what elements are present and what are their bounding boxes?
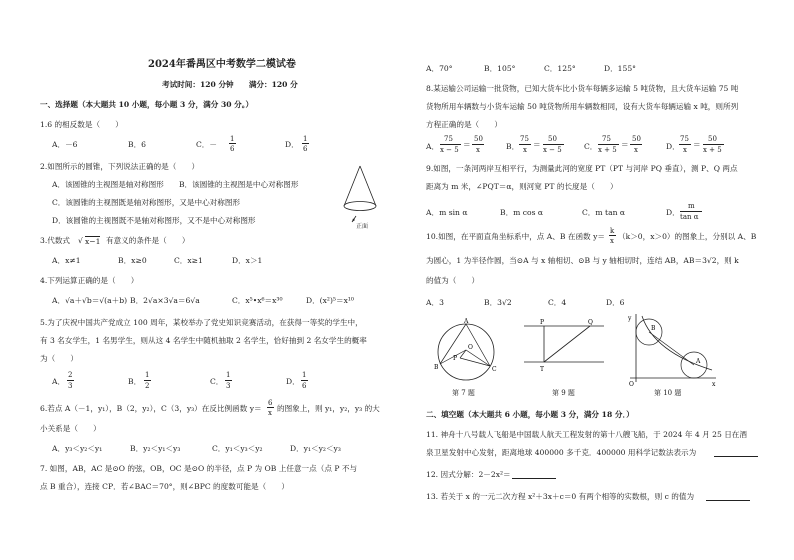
q1-c-num: 1 [230, 135, 235, 143]
q4-stem: 4.下列运算正确的是（ ） [40, 276, 139, 285]
q6-line-2: 小关系是（ ） [40, 424, 101, 433]
q8-b-left-den: x [523, 146, 527, 154]
q1-c-den: 6 [230, 145, 235, 153]
q6-option-d: D．y₁＜y₂＜y₃ [290, 444, 341, 453]
svg-text:Q: Q [588, 319, 593, 326]
svg-text:P: P [453, 355, 458, 362]
q4-option-d: D．(x²)⁵＝x¹⁰ [306, 296, 354, 305]
q1-option-b: B．6 [128, 140, 147, 149]
q10-option-a: A．3 [426, 298, 444, 307]
q8-b-right-den: x − 5 [543, 146, 562, 154]
svg-text:B: B [434, 364, 439, 371]
svg-text:y: y [628, 315, 632, 322]
q8-c-right-den: x [634, 146, 638, 154]
q1-stem: 1.6 的相反数是（ ） [40, 120, 123, 129]
q4-option-c: C．x⁵•x⁶＝x³⁰ [232, 296, 283, 305]
q6-frac-num: 6 [268, 399, 273, 407]
q10-line-1b: （k＞0，x＞0）的图象上，分别以 A、B [618, 232, 757, 241]
figure-10-caption: 第 10 题 [654, 389, 682, 397]
q4-option-b: B．2√a×3√a＝6√a [130, 296, 200, 305]
q9-option-a: A．m sin α [426, 208, 468, 217]
q8-d-right-num: 50 [708, 135, 717, 143]
q8-a-left-num: 75 [444, 135, 453, 143]
q8-d-left-den: x [683, 146, 687, 154]
q8-d-left-num: 75 [680, 135, 689, 143]
q6-frac-den: x [268, 409, 272, 417]
svg-text:O: O [468, 344, 473, 351]
q2-stem: 2.如图所示的圆锥，下列说法正确的是（ ） [40, 162, 200, 171]
q9-option-c: C．m tan α [582, 208, 626, 217]
q10-option-d: D．6 [606, 298, 625, 307]
q1-option-a: A．－6 [52, 140, 78, 149]
q5-option-a: A． [52, 377, 66, 386]
q7-option-a: A．70° [426, 64, 453, 73]
q8-option-c: C． [584, 142, 598, 151]
q12-answer-blank[interactable] [512, 470, 556, 479]
q8-option-d: D． [666, 142, 680, 151]
q5-option-c: C． [210, 377, 224, 386]
q8-option-b: B． [506, 142, 520, 151]
svg-text:T: T [540, 366, 545, 373]
q3-option-a: A．x≠1 [52, 256, 81, 265]
q12-stem: 12. 因式分解：2－2x²＝ [426, 470, 511, 479]
q5-option-d: D． [286, 377, 300, 386]
q10-line-2: 为圆心，1 为半径作圆，当⊙A 与 x 轴相切、⊙B 与 y 轴相切时，连结 AB，AB＝3√2，则 k [426, 256, 739, 265]
q3-option-b: B．x≥0 [118, 256, 147, 265]
q6-line-1a: 6.若点 A（－1，y₁），B（2，y₂），C（3，y₃）在反比例函数 y＝ [40, 404, 262, 413]
q10-line-1a: 10.如图，在平面直角坐标系中，点 A、B 在函数 y＝ [426, 232, 605, 241]
q8-b-left-num: 75 [520, 135, 529, 143]
q2-option-ab: A．该圆锥的主视图是轴对称图形 B．该圆锥的主视图是中心对称图形 [52, 180, 299, 189]
figure-9-caption: 第 9 题 [552, 389, 575, 397]
q10-frac-den: x [610, 237, 614, 245]
q8-line-1: 8.某运输公司运输一批货物，已知大货车比小货车每辆多运输 5 吨货物，且大货车运输 75 吨 [426, 84, 739, 93]
q3-stem-a: 3.代数式 [40, 236, 71, 245]
q8-c-right-num: 50 [632, 135, 641, 143]
q9-d-den: tan α [680, 213, 699, 221]
q10-option-b: B．3√2 [484, 298, 512, 307]
q8-a-right-den: x [476, 146, 480, 154]
q10-line-3: 的值为（ ） [426, 276, 480, 285]
figure-7-caption: 第 7 题 [452, 389, 475, 397]
q1-d-den: 6 [303, 145, 308, 153]
q7-line-2: 点 B 重合），连接 CP．若∠BAC＝70°，则∠BPC 的度数可能是（ ） [40, 482, 289, 491]
q8-line-2: 货物所用车辆数与小货车运输 50 吨货物所用车辆数相同，设有大货车每辆运输 x 吨，则所列 [426, 102, 739, 111]
q8-a-right-num: 50 [474, 135, 483, 143]
page-title: 2024年番禺区中考数学二模试卷 [148, 59, 296, 70]
q9-option-b: B．m cos α [500, 208, 544, 217]
q8-d-eq: ＝ [693, 140, 701, 149]
q5-a-den: 3 [68, 382, 73, 390]
section-1-heading: 一、选择题（本大题共 10 小题，每小题 3 分，满分 30 分。） [40, 100, 254, 109]
q3-option-c: C．x≥1 [174, 256, 203, 265]
q3-option-d: D．x＞1 [232, 256, 263, 265]
svg-text:x: x [712, 381, 716, 388]
q1-option-c: C．－ [196, 140, 217, 149]
q8-c-left-num: 75 [602, 135, 611, 143]
q5-line-1: 5.为了庆祝中国共产党成立 100 周年，某校举办了党史知识竞赛活动，在获得一等奖的学生中， [40, 318, 363, 327]
q5-line-3: 为（ ） [40, 354, 78, 363]
q8-a-eq: ＝ [463, 140, 471, 149]
q3-stem-b: 有意义的条件是（ ） [106, 236, 190, 245]
q7-option-b: B．105° [484, 64, 516, 73]
q5-d-num: 1 [302, 371, 307, 379]
q9-line-2: 距离为 m 米，∠PQT＝α，则河宽 PT 的长度是（ ） [426, 182, 618, 191]
q9-option-d: D． [666, 208, 680, 217]
q7-option-c: C．125° [544, 64, 576, 73]
q10-option-c: C．4 [548, 298, 567, 307]
q9-line-1: 9.如图，一条河两岸互相平行，为测量此河的宽度 PT（PT 与河岸 PQ 垂直），测 P、Q 两点 [426, 164, 738, 173]
q6-option-b: B．y₂＜y₁＜y₃ [130, 444, 181, 453]
q8-option-a: A． [426, 142, 440, 151]
svg-text:O: O [629, 381, 634, 388]
q8-b-right-num: 50 [548, 135, 557, 143]
q5-c-den: 3 [226, 382, 231, 390]
figure-7 [424, 316, 508, 386]
q1-option-d: D． [285, 140, 299, 149]
q13-stem: 13. 若关于 x 的一元二次方程 x²＋3x＋c＝0 有两个相等的实数根，则 c 的值为 [426, 492, 695, 501]
q5-line-2: 有 3 名女学生，1 名男学生，则从这 4 名学生中随机抽取 2 名学生，恰好抽到 2 名女学生的概率 [40, 336, 367, 345]
q7-line-1: 7. 如图，AB，AC 是⊙O 的弦，OB，OC 是⊙O 的半径，点 P 为 OB 上任意一点（点 P 不与 [40, 464, 358, 473]
svg-text:C: C [492, 366, 497, 373]
q7-option-d: D．155° [604, 64, 636, 73]
svg-text:A: A [464, 318, 469, 325]
q9-d-num: m [688, 202, 695, 210]
q8-a-left-den: x − 5 [440, 146, 459, 154]
q11-line-2: 泉卫星发射中心发射，距离地球 400000 多千克．400000 用科学记数法表示为 [426, 448, 697, 457]
q8-b-eq: ＝ [533, 140, 541, 149]
q5-a-num: 2 [68, 371, 73, 379]
q3-radicand: x−1 [85, 237, 101, 246]
section-2-heading: 二、填空题（本大题共 6 小题，每小题 3 分，满分 18 分．） [426, 410, 634, 419]
q1-d-num: 1 [303, 135, 308, 143]
svg-text:B: B [651, 325, 656, 332]
q5-c-num: 1 [226, 371, 231, 379]
q5-b-den: 2 [145, 382, 150, 390]
q6-line-1b: 的图象上，则 y₁，y₂，y₃ 的大 [277, 404, 380, 413]
q5-d-den: 6 [302, 382, 307, 390]
svg-text:P: P [540, 319, 545, 326]
q4-option-a: A．√a＋√b＝√(a＋b) [52, 296, 128, 305]
svg-text:A: A [696, 358, 701, 365]
q2-option-d: D．该圆锥的主视图既不是轴对称图形，又不是中心对称图形 [52, 216, 256, 225]
q5-option-b: B． [128, 377, 142, 386]
q6-option-c: C．y₁＜y₃＜y₂ [212, 444, 263, 453]
cone-front-label: 正面 [356, 223, 369, 230]
q6-option-a: A．y₃＜y₂＜y₁ [52, 444, 103, 453]
q2-option-c: C．该圆锥的主视图既是轴对称图形，又是中心对称图形 [52, 198, 241, 207]
q10-frac-num: k [610, 227, 615, 235]
q5-b-num: 1 [145, 371, 150, 379]
q11-line-1: 11. 神舟十八号载人飞船是中国载人航天工程发射的第十八艘飞船，于 2024 年 4 月 25 日在酒 [426, 430, 747, 439]
q11-answer-blank[interactable] [714, 448, 758, 457]
q8-d-right-den: x + 5 [703, 146, 722, 154]
exam-info: 考试时间：120 分钟 满分：120 分 [162, 80, 298, 89]
figure-10 [626, 312, 720, 388]
q8-c-left-den: x + 5 [598, 146, 617, 154]
q8-c-eq: ＝ [621, 140, 629, 149]
q13-answer-blank[interactable] [706, 492, 750, 501]
q8-line-3: 方程正确的是（ ） [426, 120, 502, 129]
figure-9 [524, 316, 614, 376]
q3-radical-sign: √ [78, 236, 83, 245]
